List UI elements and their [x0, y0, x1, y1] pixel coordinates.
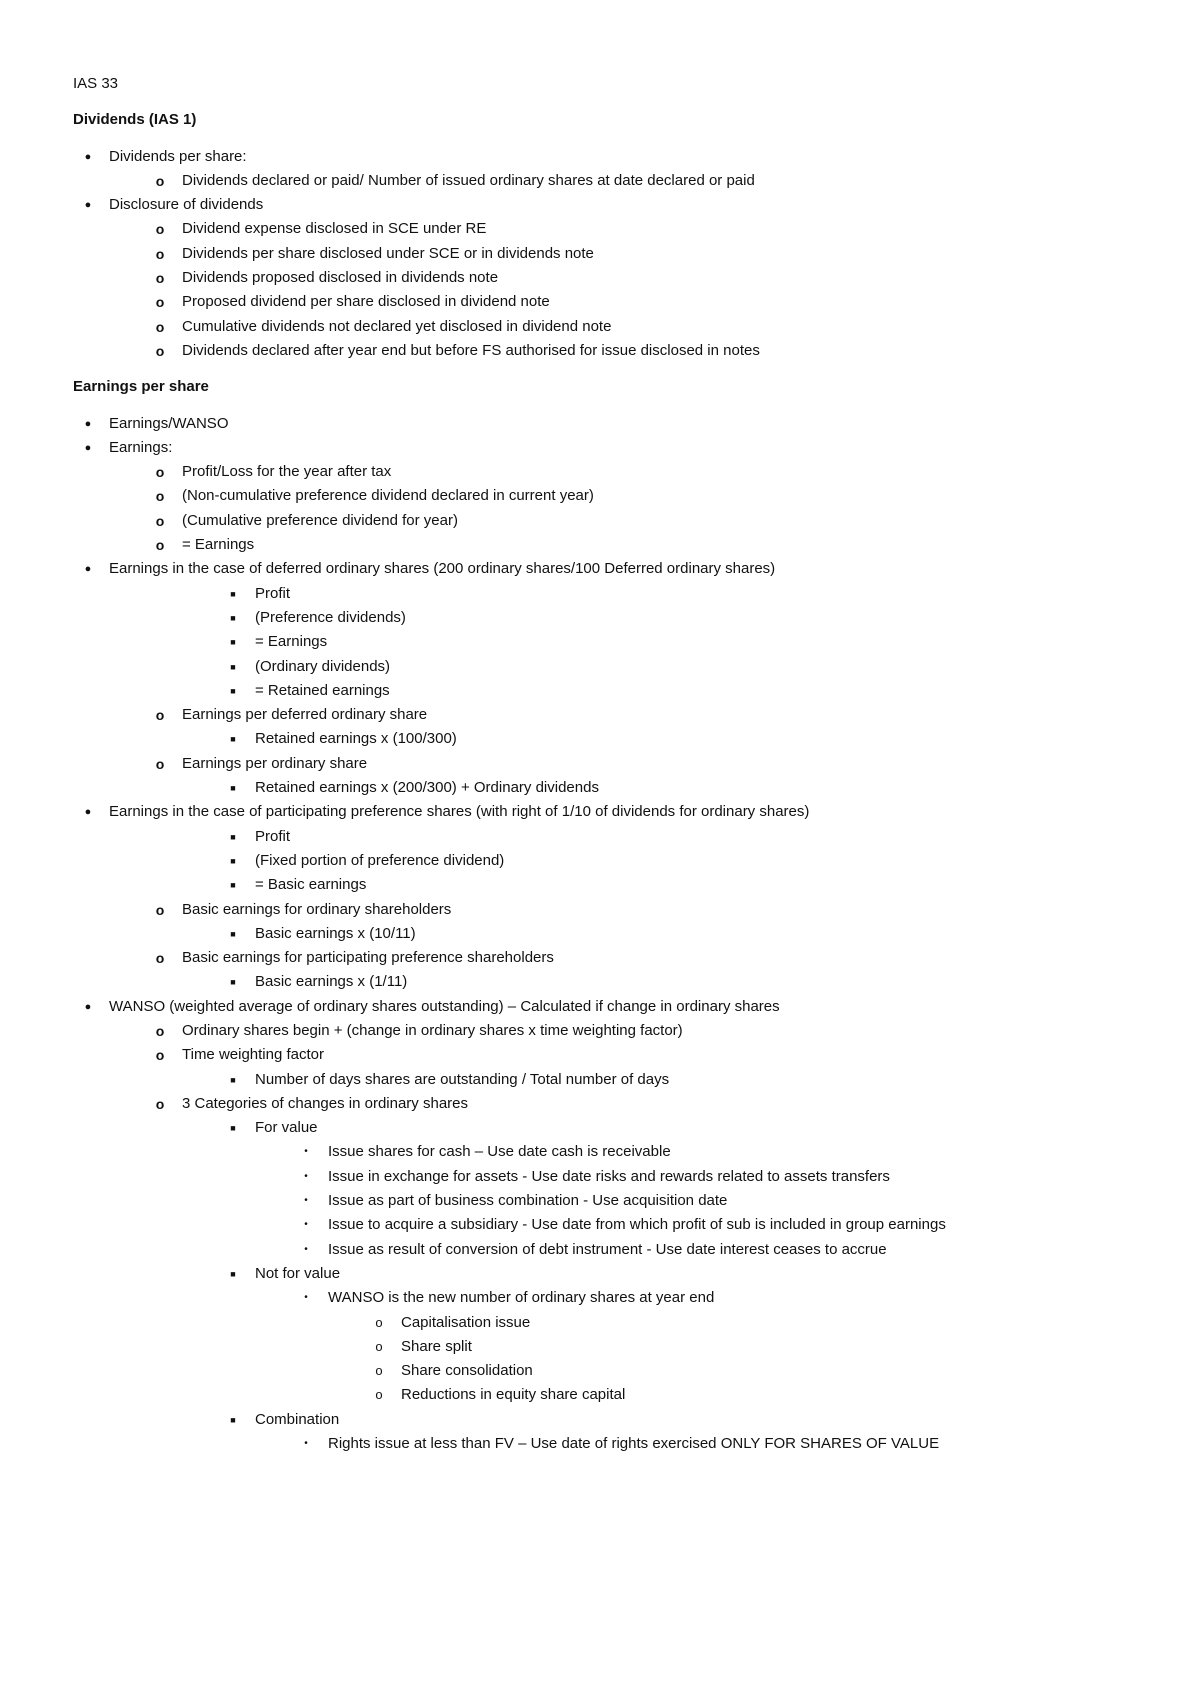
bullet-marker: ■	[230, 880, 236, 891]
list-item-text: Share consolidation	[401, 1362, 533, 1380]
list-item	[73, 703, 1140, 727]
bullet-marker: o	[155, 537, 165, 554]
bullet-marker: •	[304, 1243, 308, 1255]
list-item-text: Basic earnings for ordinary shareholders	[182, 900, 452, 918]
list-item	[73, 1359, 1140, 1383]
bullet-marker: o	[155, 245, 165, 262]
bullet-marker: ●	[84, 806, 92, 819]
list-item	[73, 752, 1140, 776]
list-item	[73, 1238, 1140, 1262]
list-item-text: Combination	[255, 1410, 340, 1428]
list-item	[73, 727, 1140, 751]
list-item	[73, 1189, 1140, 1213]
list-item	[73, 509, 1140, 533]
list-item-text: (Cumulative preference dividend for year)	[182, 511, 458, 529]
list-item-text: Profit/Loss for the year after tax	[182, 463, 392, 481]
bullet-marker: o	[375, 1387, 383, 1403]
list-item	[73, 1092, 1140, 1116]
list-item-text: Cumulative dividends not declared yet disclosed in dividend note	[182, 317, 612, 335]
list-item-text: Earnings per ordinary share	[182, 754, 368, 772]
list-item	[73, 1140, 1140, 1164]
list-item	[73, 1213, 1140, 1237]
bullet-marker: ●	[84, 441, 92, 454]
list-item-text: Dividends per share:	[109, 147, 247, 165]
list-item	[73, 1068, 1140, 1092]
list-item-text: Retained earnings x (200/300) + Ordinary dividends	[255, 779, 599, 797]
document-title: IAS 33	[73, 75, 119, 92]
bullet-marker: ■	[230, 977, 236, 988]
list-item-text: Dividends per share disclosed under SCE or in dividends note	[182, 244, 594, 262]
list-item-text: Share split	[401, 1337, 472, 1355]
bullet-marker: o	[155, 488, 165, 505]
list-item-text: Rights issue at less than FV – Use date of rights exercised ONLY FOR SHARES OF VALUE	[328, 1435, 940, 1453]
list-item	[73, 484, 1140, 508]
list-item-text: Issue in exchange for assets - Use date risks and rewards related to assets transfers	[328, 1167, 890, 1185]
list-item	[73, 1043, 1140, 1067]
list-item-text: Dividends proposed disclosed in dividends note	[182, 269, 499, 287]
bullet-marker: o	[155, 707, 165, 724]
bullet-marker: o	[375, 1314, 383, 1330]
bullet-marker: •	[304, 1292, 308, 1304]
list-item-text: Basic earnings for participating preference shareholders	[182, 949, 554, 967]
list-item	[73, 1262, 1140, 1286]
bullet-marker: o	[375, 1338, 383, 1354]
list-item	[73, 436, 1140, 460]
bullet-marker: ●	[84, 150, 92, 163]
list-item-text: Time weighting factor	[182, 1046, 325, 1064]
list-item-text: 3 Categories of changes in ordinary shares	[182, 1094, 468, 1112]
list-item	[73, 655, 1140, 679]
bullet-marker: ■	[230, 734, 236, 745]
list-item	[73, 412, 1140, 436]
list-item-text: Earnings in the case of deferred ordinary shares (200 ordinary shares/100 Deferred ordinary shares)	[109, 560, 776, 578]
list-item-text: Earnings per deferred ordinary share	[182, 706, 428, 724]
list-item-text: Issue as part of business combination - Use acquisition date	[328, 1192, 728, 1210]
list-item-text: Earnings:	[109, 438, 173, 456]
list-item	[73, 946, 1140, 970]
list-item-text: Earnings/WANSO	[109, 414, 229, 432]
list-item	[73, 1019, 1140, 1043]
bullet-marker: o	[155, 172, 165, 189]
bullet-marker: o	[375, 1363, 383, 1379]
list-item-text: Reductions in equity share capital	[401, 1386, 626, 1404]
bullet-marker: ■	[230, 783, 236, 794]
list-item	[73, 800, 1140, 824]
list-item	[73, 606, 1140, 630]
list-item-text: Profit	[255, 584, 291, 602]
bullet-marker: o	[155, 464, 165, 481]
list-item-text: Dividends declared or paid/ Number of issued ordinary shares at date declared or paid	[182, 171, 755, 189]
list-item	[73, 970, 1140, 994]
list-item	[73, 873, 1140, 897]
bullet-marker: •	[304, 1146, 308, 1158]
list-item	[73, 1383, 1140, 1407]
bullet-marker: ■	[230, 928, 236, 939]
list-item-text: Capitalisation issue	[401, 1313, 531, 1331]
bullet-marker: o	[155, 1095, 165, 1112]
list-item	[73, 290, 1140, 314]
list-item	[73, 339, 1140, 363]
list-item	[73, 630, 1140, 654]
list-item-text: = Earnings	[255, 633, 328, 651]
list-item-text: Not for value	[255, 1264, 341, 1282]
bullet-marker: ■	[230, 685, 236, 696]
bullet-marker: o	[155, 950, 165, 967]
list-item-text: Issue to acquire a subsidiary - Use date from which profit of sub is included in group earnings	[328, 1216, 946, 1234]
list-item-text: Retained earnings x (100/300)	[255, 730, 457, 748]
list-item	[73, 1165, 1140, 1189]
list-item	[73, 825, 1140, 849]
bullet-marker: o	[155, 318, 165, 335]
list-item	[73, 898, 1140, 922]
bullet-marker: •	[304, 1438, 308, 1450]
list-item-text: Ordinary shares begin + (change in ordinary shares x time weighting factor)	[182, 1021, 683, 1039]
bullet-marker: o	[155, 512, 165, 529]
list-item-text: = Basic earnings	[255, 876, 367, 894]
bullet-marker: o	[155, 270, 165, 287]
list-item	[73, 922, 1140, 946]
list-item-text: (Non-cumulative preference dividend declared in current year)	[182, 487, 594, 505]
list-item	[73, 1408, 1140, 1432]
list-item	[73, 460, 1140, 484]
list-item-text: Dividend expense disclosed in SCE under RE	[182, 220, 487, 238]
bullet-marker: ■	[230, 612, 236, 623]
list-item	[73, 242, 1140, 266]
list-item	[73, 169, 1140, 193]
list-item	[73, 1432, 1140, 1456]
list-item-text: For value	[255, 1119, 318, 1137]
list-item	[73, 776, 1140, 800]
list-item	[73, 849, 1140, 873]
list-item-text: = Earnings	[182, 536, 255, 554]
list-item	[73, 533, 1140, 557]
list-item	[73, 995, 1140, 1019]
bullet-marker: o	[155, 342, 165, 359]
list-item	[73, 217, 1140, 241]
bullet-marker: ■	[230, 588, 236, 599]
list-item-text: Proposed dividend per share disclosed in dividend note	[182, 293, 550, 311]
bullet-marker: ■	[230, 637, 236, 648]
document-body	[73, 108, 1140, 1456]
bullet-marker: o	[155, 221, 165, 238]
bullet-marker: ■	[230, 855, 236, 866]
list-item	[73, 315, 1140, 339]
list-item-text: (Ordinary dividends)	[255, 657, 391, 675]
list-item	[73, 193, 1140, 217]
section-heading: Dividends (IAS 1)	[73, 111, 197, 129]
bullet-marker: o	[155, 1022, 165, 1039]
list-item-text: Issue as result of conversion of debt instrument - Use date interest ceases to accrue	[328, 1240, 887, 1258]
list-item	[73, 145, 1140, 169]
list-item-text: Profit	[255, 827, 291, 845]
bullet-marker: ■	[230, 1123, 236, 1134]
bullet-marker: o	[155, 901, 165, 918]
bullet-marker: ■	[230, 661, 236, 672]
list-item-text: Dividends declared after year end but before FS authorised for issue disclosed in notes	[182, 341, 760, 359]
list-item-text: (Preference dividends)	[255, 608, 406, 626]
bullet-marker: o	[155, 294, 165, 311]
list-item	[73, 1286, 1140, 1310]
list-item-text: = Retained earnings	[255, 681, 390, 699]
bullet-marker: ●	[84, 199, 92, 212]
bullet-marker: ●	[84, 417, 92, 430]
bullet-list	[73, 145, 1140, 364]
bullet-marker: ■	[230, 1414, 236, 1425]
list-item-text: Issue shares for cash – Use date cash is receivable	[328, 1143, 671, 1161]
list-item-text: Earnings in the case of participating preference shares (with right of 1/10 of dividends for ordinary shares)	[109, 803, 810, 821]
bullet-marker: o	[155, 1047, 165, 1064]
list-item-text: WANSO is the new number of ordinary shares at year end	[328, 1289, 715, 1307]
bullet-marker: •	[304, 1219, 308, 1231]
list-item-text: Number of days shares are outstanding / Total number of days	[255, 1070, 670, 1088]
bullet-marker: ■	[230, 1268, 236, 1279]
list-item	[73, 1311, 1140, 1335]
list-item	[73, 582, 1140, 606]
list-item	[73, 1335, 1140, 1359]
bullet-marker: o	[155, 755, 165, 772]
section-heading: Earnings per share	[73, 378, 209, 396]
list-item-text: Basic earnings x (10/11)	[255, 924, 416, 942]
list-item-text: (Fixed portion of preference dividend)	[255, 851, 505, 869]
list-item	[73, 1116, 1140, 1140]
list-item	[73, 266, 1140, 290]
bullet-list	[73, 412, 1140, 1457]
bullet-marker: •	[304, 1195, 308, 1207]
list-item-text: Disclosure of dividends	[109, 196, 264, 214]
bullet-marker: ●	[84, 1000, 92, 1013]
bullet-marker: ■	[230, 831, 236, 842]
list-item	[73, 557, 1140, 581]
bullet-marker: •	[304, 1170, 308, 1182]
list-item-text: Basic earnings x (1/11)	[255, 973, 408, 991]
list-item	[73, 679, 1140, 703]
list-item-text: WANSO (weighted average of ordinary shares outstanding) – Calculated if change in ordinary shares	[109, 997, 780, 1015]
bullet-marker: ■	[230, 1074, 236, 1085]
bullet-marker: ●	[84, 563, 92, 576]
